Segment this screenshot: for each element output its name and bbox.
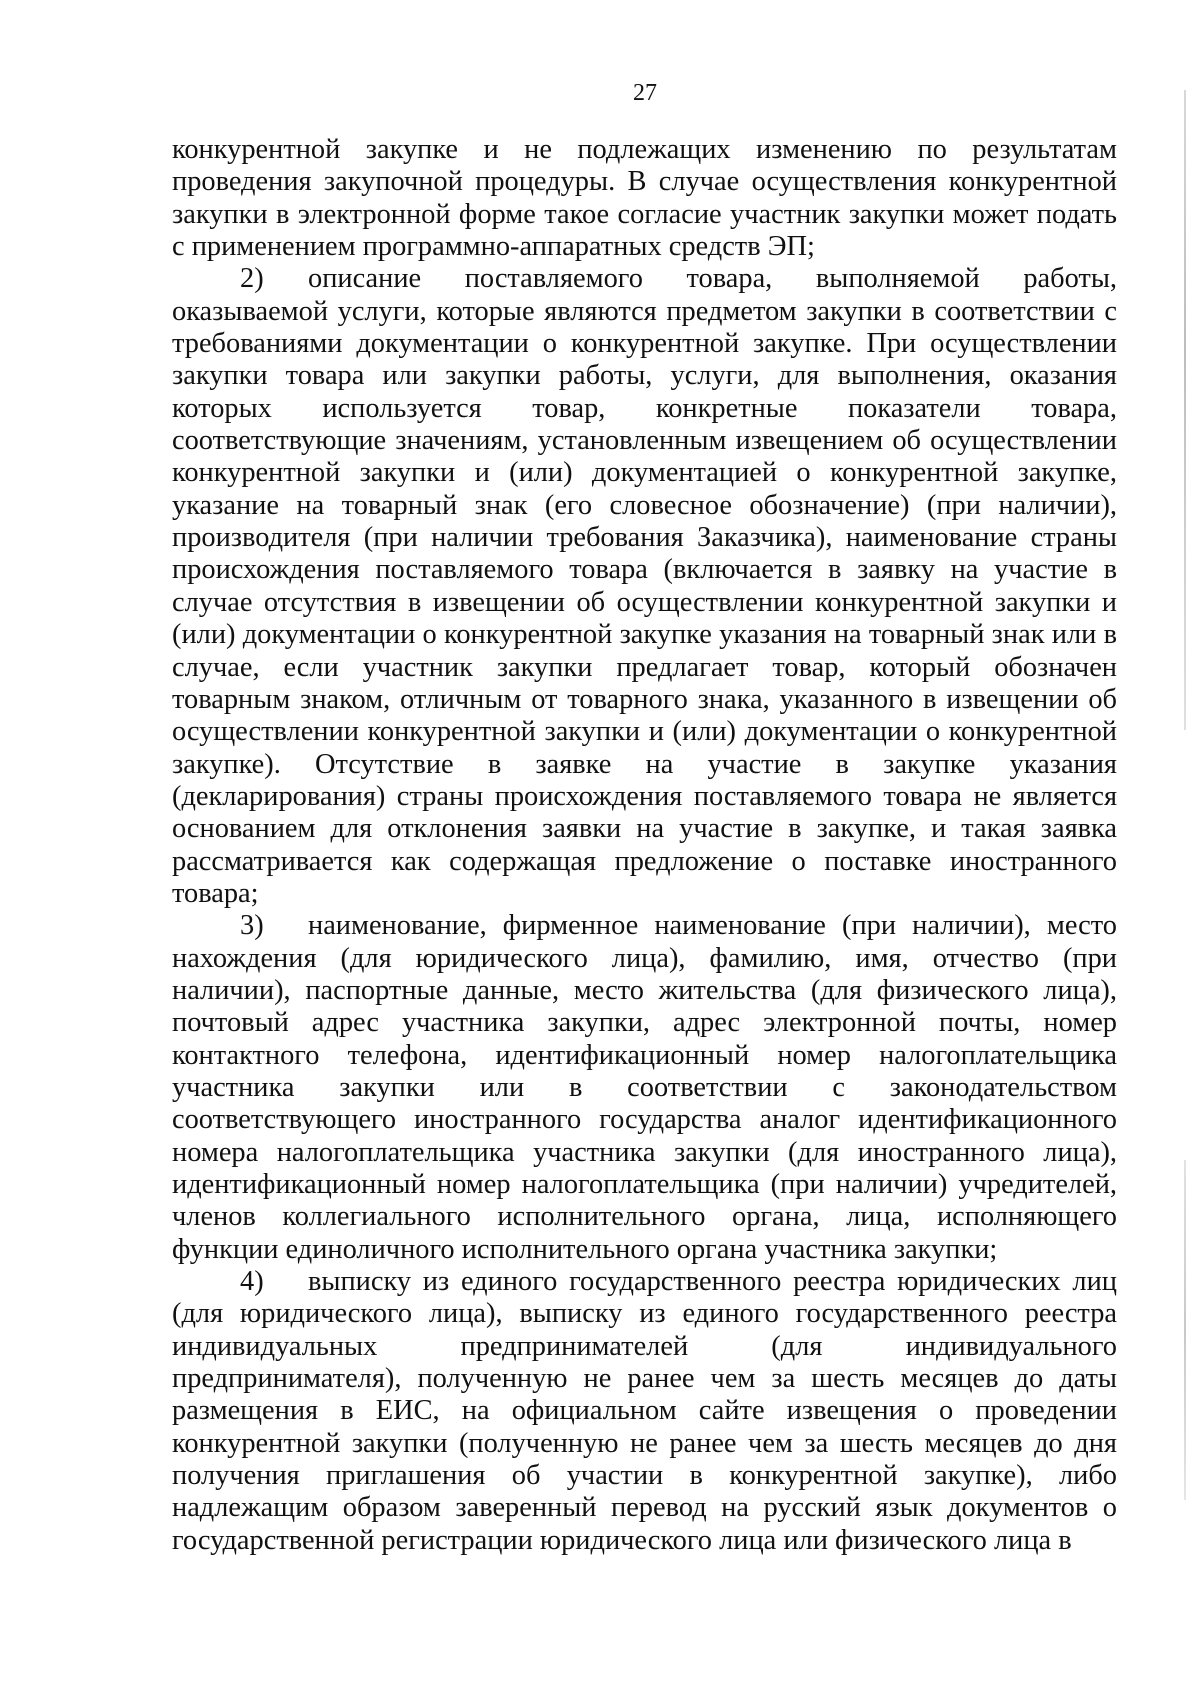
document-body: [172, 134, 1117, 1557]
list-item-4: [172, 1266, 1117, 1557]
list-item-number: 2): [240, 263, 264, 295]
list-item-2: [172, 263, 1117, 910]
page-number: 27: [633, 80, 657, 106]
list-item-3: [172, 910, 1117, 1266]
list-item-number: 4): [240, 1266, 264, 1298]
paragraph-text: описание поставляемого товара, выполняемой работы, оказываемой услуги, которые являются предметом закупки в соответствии с требованиями документации о конкурентной закупке. При осуществлении закупки товара или закупки работы, услуги, для выполнения, оказания которых используется товар, конкретные показатели товара, соответствующие значениям, установленным извещением об осуществлении конкурентной закупки и (или) документацией о конкурентной закупке, указание на товарный знак (его словесное обозначение) (при наличии), производителя (при наличии требования Заказчика), наименование страны происхождения поставляемого товара (включается в заявку на участие в случае отсутствия в извещении об осуществлении конкурентной закупки и (или) документации о конкурентной закупке указания на товарный знак или в случае, если участник закупки предлагает товар, который обозначен товарным знаком, отличным от товарного знака, указанного в извещении об осуществлении конкурентной закупки и (или) документации о конкурентной закупке). Отсутствие в заявке на участие в закупке указания (декларирования) страны происхождения поставляемого товара не является основанием для отклонения заявки на участие в закупке, и такая заявка рассматривается как содержащая предложение о поставке иностранного товара;: [172, 263, 1117, 909]
list-item-number: 3): [240, 910, 264, 942]
scan-edge-shadow: [1184, 1160, 1186, 1500]
paragraph-continuation: [172, 134, 1117, 263]
paragraph-text: выписку из единого государственного реестра юридических лиц (для юридического лица), выписку из единого государственного реестра индивидуальных предпринимателей (для индивидуального предпринимателя), полученную не ранее чем за шесть месяцев до даты размещения в ЕИС, на официальном сайте извещения о проведении конкурентной закупки (полученную не ранее чем за шесть месяцев до дня получения приглашения об участии в конкурентной закупке), либо надлежащим образом заверенный перевод на русский язык документов о государственной регистрации юридического лица или физического лица в: [172, 1266, 1117, 1556]
paragraph-text: наименование, фирменное наименование (при наличии), место нахождения (для юридического лица), фамилию, имя, отчество (при наличии), паспортные данные, место жительства (для физического лица), почтовый адрес участника закупки, адрес электронной почты, номер контактного телефона, идентификационный номер налогоплательщика участника закупки или в соответствии с законодательством соответствующего иностранного государства аналог идентификационного номера налогоплательщика участника закупки (для иностранного лица), идентификационный номер налогоплательщика (при наличии) учредителей, членов коллегиального исполнительного органа, лица, исполняющего функции единоличного исполнительного органа участника закупки;: [172, 910, 1117, 1265]
scan-edge-shadow: [1184, 90, 1186, 730]
paragraph-text: конкурентной закупке и не подлежащих изменению по результатам проведения закупочной процедуры. В случае осуществления конкурентной закупки в электронной форме такое согласие участник закупки может подать с применением программно-аппаратных средств ЭП;: [172, 134, 1117, 263]
